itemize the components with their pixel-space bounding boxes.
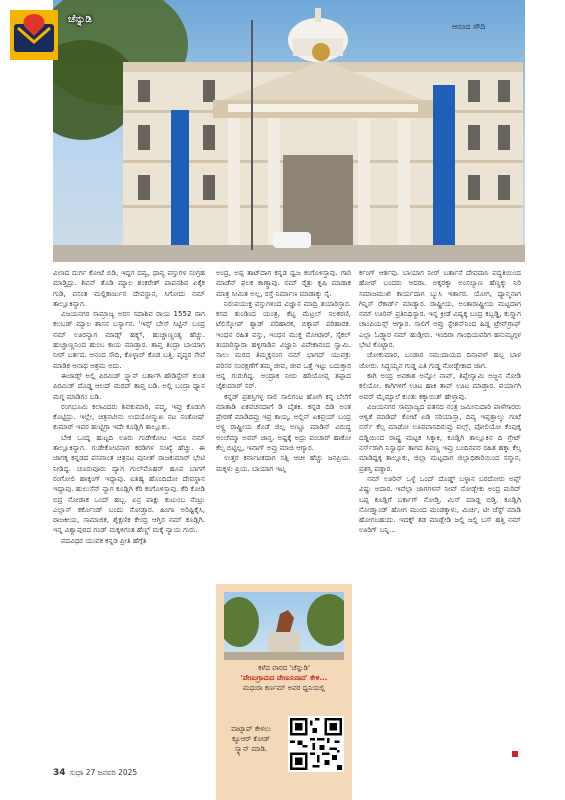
section-title: ಚೆನ್ನುಡಿ (68, 14, 92, 25)
paragraph: ರ್ಕಂಗ್ ಆರ್ತವು. ಬಾಯಾಗ ನೀರ್ ಬರ್ತಾನೆ ದೇವದಾಸಿ ಪದ್ಧತಿಯಿಂದ ಹೋರ್ ಬಂದರು ಆದರಾ. ಅಕ್ಕರಕ್ಕಾ ಅಂಸಲ್ಯಾಣ ಹೆಣ್ಣಕ್ಕು ನಿರಿ ಸಮಾಜಮುಖಿ ಕಾರ್ಯದಾಗ ಬ್ಯುಸಿ ಇರ್ತಾರ. ಯೋಗ, ಧ್ಯಾನ್ಮನಾಗ ಗಿನ್ನಿಸ್ ರೆಕಾರ್ಡ್ ಮಾಡ್ಯಾರ. ರಾಷ್ಟ್ರೀಯ, ಅಂತಾರಾಷ್ಟ್ರೀಯ ಮಟ್ಟದಾಗ ನಮ್ ಊರಿನ್ ಪ್ರತಿನಿಧಿಸ್ಯಾರ. ಇನ್ನ ಕ್ರೀಡೆ ವಿಷ್ಯಕ್ಕ ಬಂದ್ರ ಕಬ್ಬಡ್ಡಿ, ಕುಸ್ತ್ಯಾಗ ಚಾಂಪಿಯನ್ಸ್ ಆಗ್ಯಾರ. ಸಾಲಿಗೆ ಅವ್ರು ಸ್ಟೇಶನ್‌ನಿಂದ ಹಿಡ್ದ ಟ್ರೇನ್‌ಗ್ರಾಫ್ ಎಲ್ಲಾ ಓಡ್ಸ್ಯಾರ ನಮ್ ಹುಡ್ಗೀರು. ಇಂದಿರಾ ಗಾಂಧಿಯವರಿಗ ಹನುಮ್ಯಗ್ಗಳ ಭೇಟಿ ಕೊಟ್ಟಾರ. (359, 268, 521, 350)
promo-caption-title: 'ವೇಣುಗ್ರಾಮದ ವೇಣುನಿನಾದ' ಕೇಳಿ... (240, 674, 328, 682)
paragraph: ಈಜಾಡ್ಸ್ ಅಲ್ಲಿ ಪಿರಮಿಡ್ ಸ್ಪ್ಯಾನ್ ಬರ್ತಾಗಿ ಹೌಡಿಸ್ಟೇನ್ ಕುಂತ ಪಿರಮಿಡ್ ದೊಡ್ಡ ಆಲದ್ ಮರದ್ ತಾಪ್ತ ಬಡಿ. ಅಲ್ಲಿ ಬಂದ್ರಾ ಧ್ಯಾನ ಮಗ್ನ ಮಾಡಿಗಂ ಬಡಿ. (53, 370, 205, 401)
issue-label: ಸುಧಾ 27 ಜನವರಿ 2025 (69, 768, 138, 777)
paragraph: ನಿರುಪಯುಕ್ತ ವಸ್ತುಗಳಿಂದ ವಿಜ್ಞಾನ ಮಾದ್ರಿ ತಯಾರಿಸ್ತಾರ. ಕಸದ ತುಂಡಿಂದ ಯಂತ್ರ, ಕೆಟ್ಟ ಮೆಟ್ರಲ್ ಸಲಕರಣಿ, ಟೆಲಿಸ್ಕೋಪ್ ಶ್ಯಾಡ್ ಪರಿಹಾರಕ, ಬಿಕ್ಕಾಪ್ ಪರಿಹಾರಕ. ಇಂಧನ ರಹಿತ ವಸ್ತು, ಇಂಧನ ಮುಕ್ತ ಮೋಟಾರ್, ಸೈಕಲ್ ತಯಾರಿಸ್ಯಾರಾ ಹಳ್ಳಿಗಾಡಿನ ವಿಜ್ಞಾನಿ ವಿವೇಕಾನಂದ ಸ್ವಾಮಿ. ಸಾಲು ಮರದ ತಿಮ್ಮಕ್ಕನಂಗ ನಮ್ ಭಾಗದ್ ಯುವಕ್ರು ಪರಿಸರ ಸಂರಕ್ಷಣೆಗೆ ತಮ್ಮ ಜೀವ, ಜೀವ ಒತ್ತೆ ಇಟ್ಟು ಬದುಕ್ತಾರ ಆನ್ನ ಗುರುಗಿದ್ದ. ಅಂದ್ರಾಕ ನೀರು ಹರಿಯೋವ್ಸ ತಪ್ಪಾದ ಜೈಕುಮಾರ್ ಸರ್. (216, 298, 351, 391)
article-end-mark (512, 751, 518, 757)
promo-caption-line1: ಕಳೆದ ವಾರದ 'ಚೆನ್ನುಡಿ' (258, 664, 310, 672)
hero-photo (53, 0, 525, 262)
paragraph: ವಿಜಯನಗರ ಸಾಮ್ರಾಜ್ಯದ ಪತನದ ನಂತ್ರ ಜಮೀನುದಾರಿ ಪಾಳೆಗಾರರು ಆಳ್ವಿಕೆ ಮಾಡಿದ್ ಕೋಟೆ ಏಡಿ ಸರಿಯಾಸ್ತಾ, ದಿವ್ಯ ಇಪ್ಪತ್ತಾಲ್ಕು ಗಂಟೆ ನರ್ಸ್ ಕೆಲ್ಸ ಮಾಡೋ ಊಪವಾಸದಿರುವ್ರು ಪಲ್ಸ್, ಪೋಲಿಯೋ ಕೆಂಪುಕ್ಕ ದಡ್ಡಿಯಿಂದ ರಾಷ್ಟ್ರ ಮಟ್ಟಕ ಸಿಕ್ಕಾಕಿ, ಕೂಡ್ಲಿಗಿ ತಾಲ್ಲೂಕಿನ ದಿ ಗ್ರೇಟ್ ನರ್ಸ್‌ರಾಗಿ ನಿಸ್ವಾರ್ಥ ತಾಗದ ಶಿವಣ್ಣ ಇವ್ರು ಬಂದಿನವರ ರಹಿತ ಹಕ್ಕಾ ಕೆಲ್ಸ ಮಾಡಿದ್ದಕ್ಕ ತಾಲ್ಲೂಕು, ಜಿಲ್ಲಾ ಮಟ್ಟದಾಗ ಜಿಲ್ಲಾಧಿಕಾರಿಯಿಂದ ಸನ್ಮಾನ, ಪ್ರಶಸ್ತಿ ಪಡ್ದಾರ. (359, 401, 521, 473)
paragraph: ಜೋಕುಮಾರ, ಬಂಡಾರ ಸಮುದಾಯದ ದಿನಾವಳ್ ಹಬ್ಬ ಬಾಳ ಜೋರು. ಸಿದ್ಧಯ್ಯನ ಗುಡ್ಡ ಎತಿ ಗುಡ್ಡ ನೋಡ್ಬೇಕಾದ ಜಾಗ. (359, 350, 521, 370)
page-footer (53, 768, 137, 778)
statue-thumbnail (224, 592, 344, 660)
paragraph: ಪದವಿಧರ ಯುವಕ ಕನ್ನಡ ಪ್ರೀತಿ ಹೆಗ್ಗೆತಿ (61, 535, 147, 545)
author-name: ಆನಂದ ಸೌದಿ (452, 22, 486, 31)
audio-promo-box (216, 584, 352, 800)
page-number: 34 (53, 768, 66, 778)
paragraph: ಕನ್ನಡ್ ಪ್ರಶಸ್ತಿಗಳ್ಳ ಸಾಲಿ ಸಾಲಿಗಂಟ ಹೋಗಿ ಕನ್ನ ಬೆಲೆಗೆ ಮಾತಾಡಿ ಏಕವಚನದಾಗೆ ಡಿ ಬೈತಕಿ. ಕನ್ನಡ ದಿಡಿ ಅಂತ ಪ್ರೇರಣೆ ಮಾಡಿದವ್ರು ಇವ್ರ ಕಾಯ್ಕ. ಅಲ್ಲಿನ್ ಏಕಪ್ರಯ್ ಬಂದ್ರ ಅಳ್ದ್ರ ರಾಷ್ಟ್ರೀಯ ಕೊಡೆ ಜಿಲ್ಲ ಅಣ್ಣೂ ಮಾಡಿನ್ ವಿರುದ್ಧ ಅಂಚೆಮ್ಮಾ ಅವರ್ ಜಾಸ್ತ. ಅಷ್ಟಕ್ಕೆ ಅದ್ರು ಪಂಚಾರ್ ಹಾಕೋ ಕೆಲ್ಸ ಬಿಟ್ಟಿಲ್ಲ, ಇವಾಗ್ ಅವ್ರು ಮಾಜಿ ಆಗ್ಯಾರ. (216, 391, 351, 453)
article-column-2 (216, 268, 351, 588)
article-column-1 (53, 268, 205, 748)
paragraph: ರಂಗಭೂಮಿ ಕಲಾವಿದರು ಶಿವಕುಮಾರಿ, ಪದ್ಮ, ಇವ್ರು ಕೊಡುಗಿ ಕೊಟ್ಟಿದ್ರು. ಇಲ್ಲೇ, ಚಿತ್ರನಟೀನು ಉದಯೋನ್ಮುಖ ನಟ ಸಂತೋಷ್ ಕುಮಾರ್ ಇವರ ಹುಟ್ಟಿಗ್ರಾ ಇದೇ ಕೂಡ್ಲಿಗಿ ತಾಲ್ಲೂಕು. (53, 401, 205, 432)
building-illustration (53, 0, 525, 262)
promo-caption-line3: ಮಧುರಾ ಕರ್ಣಮ್ ಅವರ ಧ್ವನಿಯಲ್ಲಿ (242, 684, 326, 692)
paragraph: ನಮ್ ಊರಿನ್ ಒಳ್ಳೆ ಒಂದ್ ದೊಡ್ಡ್ ಬಳ್ಳಾನ ಬರದೋರು ಅಪ್ಪ್ ವಿಷ್ಣು ಅದಾರ. ಇವೆಲ್ಲಾ ಜಾಗಗಳನ್ ನೀವ್ ನೋಡ್ಬೇಕು ಅಂದ್ರ ಮರಿದ್ ಬಪ್ಪ ಕೂಡ್ಲಿಗೆ ಬರ್ಕಾಗ್ ನೋಡ್ತಿ. ಮಿಸ್ ಮಾಡ್ದ ಬಿಡ್ತಿ. ಕೂಡ್ಲಿಗಿ ನೋಡ್ತ್ಯಾಂಡ್ ಹೋಗ ಮುಂದ ಮಂಡಕ್ಕಾಳು, ಮಿರ್ಚಿ, ಟೀ ಜೆಸ್ಟ್ ಮಾಡಿ ಹೋಗಬಹುದು. ಇದಕ್ಕ್ ತಡ ಮಾಡ್ಬೇಡಿ ಜಲ್ದಿ ಜಲ್ದಿ ಬಸ್ ಹತ್ತಿ ನಮ್ ಊರಿಗ್ ಬನ್ನಿ... (359, 473, 521, 535)
qr-instruction: ವಾಟ್ಸಾಪ್ ಕೇಳಲು ಕ್ಯೂಆರ್ ಕೋಡ್ ಸ್ಕ್ಯಾನ್ ಮಾಡಿ. (231, 725, 271, 753)
article-column-3 (359, 268, 521, 748)
paragraph: ಉತ್ತರ ಕರ್ನಾಟಕದಾಗ ಸತ್ಲಿ ಆಚೀ ಹೆಚ್ಚು ಜನಪ್ರಿಯ. ಮಕ್ಕಳು ಪ್ರಿಯ. ಬಾಯಾಗ ಇಟ್ಕ (216, 453, 351, 473)
paragraph: ವಿಲಾದ ದುರ್ಗ ಕೋಟೆ ಬಿಡಿ, ಇದ್ದಗ ದವ್ವ, ಧಾನ್ಯ ವಸ್ತುಗಳ ಸಂಗ್ರಹ ಮಾಡ್ತಿದ್ರು. ಶಿವನ್ ತೊಡಿ ಮ್ಯಾಲ ಶಂಕರೇಶ್ ಪಾವನಶಿವ ಏಕೈಕ ಗುಡಿ, ವಸಂತ ಮಲ್ಲಿಕಾರ್ಜುನ ದೇವಸ್ಥಾನ, ಸಿಗೋದು ನಮ್ ತಾಲ್ಲೂಕಿನ್ಯಾಗ. (53, 268, 205, 308)
paragraph: ಬೇಕ ಒಂದ್ನ ಹುಟ್ಟದಿ ಊರು ಗುಡೇಕೋಟ ಇದೂ ನಮ್ ತಾಲ್ಲೂಕಿನ್ಯಾಗ. ಗುಡೇಕೋಟಿನಾಗ ಕರಡಿಗಳ ಸಂಖ್ಯೆ ಹೆಚ್ಚು. ಈ ಜಾಗಕ್ಕ ಕನ್ನಡದ ಪಸವಾಂತ ಚಿತ್ರನಟ ಪುನೀತ್ ರಾಜಕುಮಾರ್ ಭೇಟಿ ನೀಡಿದ್ದ. ಚೂರುವೂರು ದ್ಯಾಗ ಗುಲ್‌ಮೊಹರ್ ಹೂವ ಬಾಗಗೆ ರಂಗೋಲಿ ಹಾಕ್ಕಂಗ್ ಇದ್ದಾವು. ಐತಿಹ್ಯ ಹೊಂದಿದೋ ದೇವಸ್ಥಾನ ಇದ್ದಾವು. ಹುಲುಸೆನ್ ನ್ಯಾಗ ಕೂಡ್ಲಿಗಿ ಕೆರಿ ಕಂಗೊಳಿಸ್ತಾವು. ಕೆರಿ ಕೋಡಿ ಬಿದ್ರ ನೋಡಾಕ ಒಂದ್ ಹಬ್ಬ. ಏನ್ರ ಪಾಕ್ಲು ಕುಟುಂಬ ನೆಂಟ್ರು ಎಲ್ಲಾನ್ ಕರ್ಕೊಂಡ್ ಬಂದು ನೋಡ್ತಾರ. ಹಿಂಗಾ ಅರಿಷ್ಟಿಕೈಸಿ, ರಾಜಕೀಯ, ಸಾಮಾಜಿಕ, ಶೈಕ್ಷಣಿಕ ಕೇಂದ್ರ ಆಗ್ತಿರ ನಮ್ ಕೂಡ್ಲಿಗಿ. ಇನ್ನ ವಿಶ್ವಾಪುರದ ಗಂಡ್ ಮಕ್ಕಳಿಗಂತ ಹೆಣ್ಣ್ ಮಕ್ಕೆ ನ್ಯಾಯ ಗುರು. (53, 432, 205, 535)
magazine-logo-icon (10, 10, 58, 60)
paragraph: ವಿಜಯನಗರ ಸಾಮ್ರಾಜ್ಯ ಅರಸ ಸದಾಶಿವ ರಾಯ 1552 ರಾಗ ಕಲಬಡ್ ಮ್ಯಾಲ ಶಾಸನ ಬರ್ಸ್ಯಾನ. 'ಇನ್ಸ್ ಬೇಸ್ ಸಿಟ್ಟಿನ್ ಬಂದ್ರ ನಮ್ ಊರನ್ಯಾಗ ಮಾಡ್ಸ್ ಹಕ್ಕ್ಸ್, ಹುಚ್ಚಾಣ್ಣಂತ್ಯ ಹೆಚ್ಚು. ಹುಚ್ಚಾಣ್ಣನಿಂದ ಹುಂಬ ಕಾಯ ಮಾಡ್ತಾರ. ತಾಪ್ತ ತಿಂದ್ರಾ ಬಾಯಾಗ ನೀರ್ ಬರ್ತದ. ಆನಂದ ಸೌದಿ, ಕೊಳ್ಳಾರ್ ಕೊಡ ಬತ್ತಿ. ವೃದ್ಧರ ಸೇವೆ ಮಾಡಿಕ ಆನಾಥ ಆಶ್ರಮ ಅದು. (53, 309, 205, 370)
paragraph: ಕಾಗಿ ಅಂದ್ರ ಅವಕಾಶ ಅನ್ನೋ ನಾವ್, ತಿಪ್ಪೇಸ್ವಾಮಿ ಅಜ್ಜನ ನೋಡಿ ಕಲಿಯೋ. ಕಾಗಿಗಳಿಗೆ ಊಟ ಹಾಕಿ ತಾವ್ ಊಟ ಮಾಡ್ತಾರ. ಪರ್ಯಾಗಿ ಅವರ್ ಮೈಮ್ಯಾಲೆ ಕುಂತು ಕಕ್ಕಾಯಿತ್ ಹೇಳ್ತಾವು. (359, 370, 521, 401)
qr-code-icon[interactable] (288, 716, 344, 772)
paragraph: ಅಂದ್ರ, ಅಪ್ಪ ತಾಟ್‌ದಾಗ ಕನ್ನಡ ಧ್ವಜ ಕಂಗೊಳಿಸ್ತಾವು. ಗಾರಿ ಮಾಡೆನ್ ಫಲಕ ಕಾಣ್ಸ್ತಾವು. ನಮ್ ರೈತ್ರು ಕೃಷಿ ಮಾಡಾಕ ಮಾತ್ರ ಸೀಮಿತ ಅಲ್ಲ, ರಸ್ತೆ ನಿರ್ಮಾಣ ಮಾಡಾಕ್ಕು ಸೈ. (216, 268, 351, 298)
